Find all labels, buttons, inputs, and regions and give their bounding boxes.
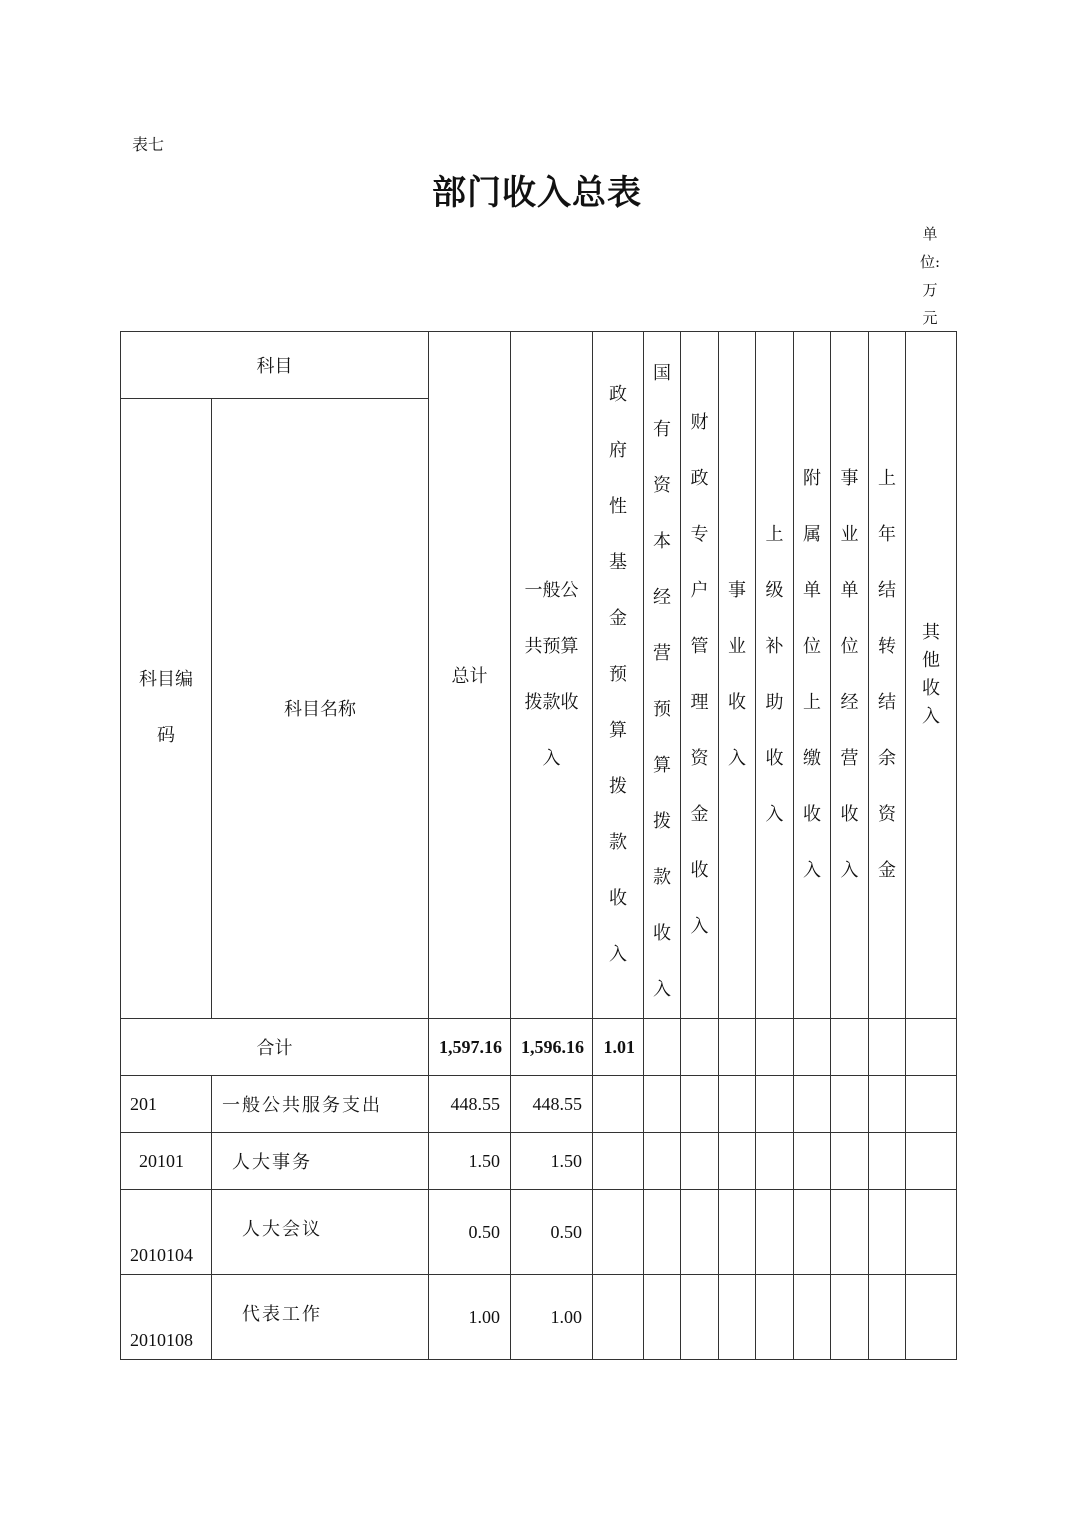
- row-general-budget: 448.55: [511, 1076, 593, 1133]
- unit-char: 位:: [919, 253, 941, 271]
- row-code: 2010108: [121, 1275, 212, 1360]
- subject-header: 科目: [121, 332, 429, 399]
- general-budget-header: 一般公 共预算 拨款收 入: [511, 332, 593, 1019]
- state-capital-header: 国 有 资 本 经 营 预 算 拨 款 收 入: [644, 332, 681, 1019]
- unit-char: 万: [922, 281, 938, 299]
- row-name: 代表工作: [212, 1275, 429, 1360]
- row-general-budget: 1.50: [511, 1133, 593, 1190]
- totals-general-budget: 1,596.16: [511, 1019, 593, 1076]
- row-code: 2010104: [121, 1190, 212, 1275]
- page-title: 部门收入总表: [432, 173, 642, 213]
- totals-label: 合计: [121, 1019, 429, 1076]
- row-total: 0.50: [429, 1190, 511, 1275]
- table-row: [121, 1275, 957, 1360]
- table-row: [121, 1133, 957, 1190]
- unit-char: 元: [922, 309, 938, 327]
- table-label: 表七: [132, 135, 165, 154]
- row-general-budget: 0.50: [511, 1190, 593, 1275]
- row-total: 1.50: [429, 1133, 511, 1190]
- unit-label: [912, 220, 948, 332]
- table-row: [121, 1190, 957, 1275]
- fiscal-special-header: 财 政 专 户 管 理 资 金 收 入: [681, 332, 719, 1019]
- business-income-header: 事 业 收 入: [719, 332, 756, 1019]
- header-row: [121, 332, 957, 399]
- subject-code-header: 科目编 码: [121, 398, 212, 1018]
- row-general-budget: 1.00: [511, 1275, 593, 1360]
- total-header: 总计: [429, 332, 511, 1019]
- row-total: 448.55: [429, 1076, 511, 1133]
- row-code: 20101: [121, 1133, 212, 1190]
- totals-gov-fund: 1.01: [593, 1019, 644, 1076]
- affiliated-remit-header: 附 属 单 位 上 缴 收 入: [794, 332, 831, 1019]
- row-total: 1.00: [429, 1275, 511, 1360]
- subject-name-header: 科目名称: [212, 398, 429, 1018]
- totals-total: 1,597.16: [429, 1019, 511, 1076]
- row-name: 一般公共服务支出: [212, 1076, 429, 1133]
- gov-fund-header: 政 府 性 基 金 预 算 拨 款 收 入: [593, 332, 644, 1019]
- income-table: [120, 331, 957, 1360]
- operating-income-header: 事 业 单 位 经 营 收 入: [831, 332, 869, 1019]
- row-name: 人大事务: [212, 1133, 429, 1190]
- other-income-header: 其 他 收 入: [906, 332, 957, 1019]
- carryover-header: 上 年 结 转 结 余 资 金: [869, 332, 906, 1019]
- superior-subsidy-header: 上 级 补 助 收 入: [756, 332, 794, 1019]
- totals-row: [121, 1019, 957, 1076]
- table-row: [121, 1076, 957, 1133]
- unit-char: 单: [922, 225, 938, 243]
- row-name: 人大会议: [212, 1190, 429, 1275]
- row-code: 201: [121, 1076, 212, 1133]
